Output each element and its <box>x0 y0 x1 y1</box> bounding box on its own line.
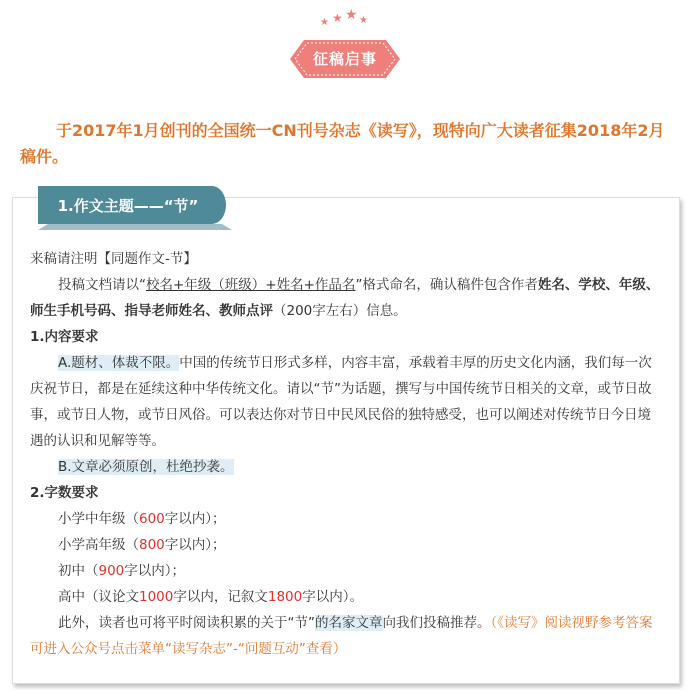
section-tab <box>38 186 232 230</box>
decorative-stars <box>316 8 372 34</box>
requirement-a: A.题材、体裁不限。中国的传统节日形式多样，内容丰富，承载着丰厚的历史文化内涵，我们每一次庆祝节日，都是在延续这种中华传统文化。请以“节”为话题，撰写与中国传统节日相关的文章，或节日故事，或节日人物，或节日风俗。可以表达你对节日中民风民俗的独特感受，也可以阐述对传统节日今日境遇的认识和见解等等。 <box>30 355 652 449</box>
naming-format: 校名+年级（班级）+姓名+作品名 <box>146 277 356 293</box>
list-item: 初中（900字以内）； <box>58 563 186 579</box>
answer-reference-note: （《读写》阅读视野参考答案可进入公众号点击菜单“读写杂志”-“问题互动”查看） <box>30 615 653 657</box>
list-item: 小学高年级（800字以内）； <box>58 537 226 553</box>
star-icon: ★ <box>320 17 329 28</box>
star-icon: ★ <box>332 11 343 25</box>
section-content <box>30 246 662 662</box>
requirement-b: B.文章必须原创，杜绝抄袭。 <box>58 459 234 475</box>
list-item: 高中（议论文1000字以内，记叙文1800字以内）。 <box>58 589 363 605</box>
submission-note: 来稿请注明【同题作文-节】 <box>30 251 197 267</box>
naming-instructions: 投稿文档请以“校名+年级（班级）+姓名+作品名”格式命名，确认稿件包含作者姓名、学校、年级、师生手机号码、指导老师姓名、教师点评（200字左右）信息。 <box>30 277 660 319</box>
section-tab-label: 1.作文主题——“节” <box>57 197 199 215</box>
content-requirements-heading: 1.内容要求 <box>30 329 99 345</box>
required-fields: 姓名、学校、年级、师生手机号码、指导老师姓名、教师点评 <box>30 277 660 319</box>
list-item: 小学中年级（600字以内）； <box>58 511 226 527</box>
page-title-badge <box>290 38 400 80</box>
page-title: 征稿启事 <box>312 50 377 68</box>
star-icon: ★ <box>359 15 368 26</box>
closing-paragraph: 此外，读者也可将平时阅读积累的关于“节”的名家文章向我们投稿推荐。（《读写》阅读视野参考答案可进入公众号点击菜单“读写杂志”-“问题互动”查看） <box>30 615 653 657</box>
intro-text: 于2017年1月创刊的全国统一CN刊号杂志《读写》，现特向广大读者征集2018年2月稿件。 <box>20 121 665 166</box>
word-requirements-heading: 2.字数要求 <box>30 485 99 501</box>
star-icon: ★ <box>345 7 358 23</box>
